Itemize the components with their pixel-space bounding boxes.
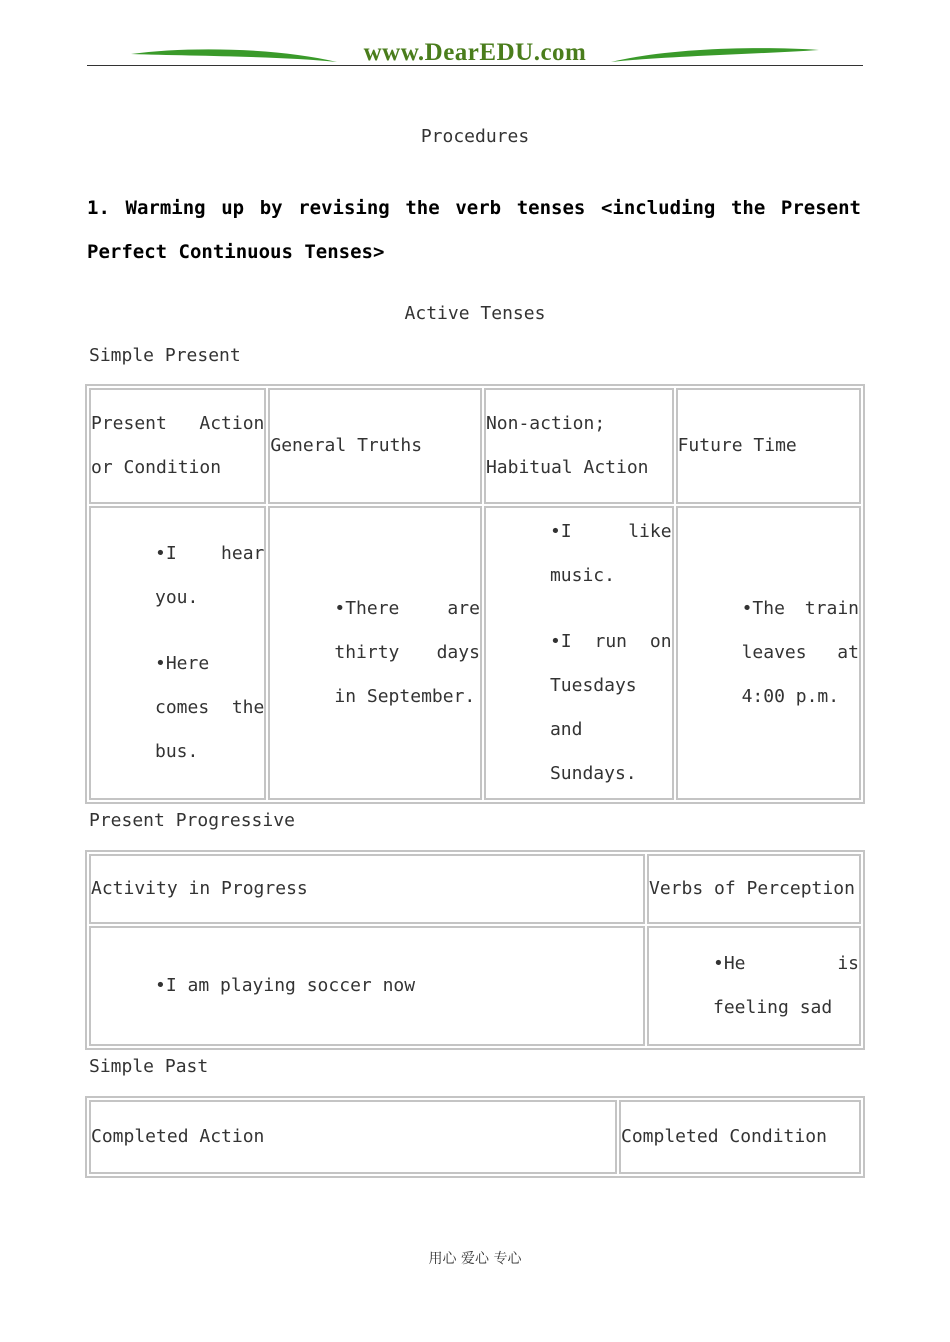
table-header-row xyxy=(89,1100,861,1174)
table-cell xyxy=(647,926,861,1046)
simple-past-label: Simple Past xyxy=(89,1056,209,1077)
simple-present-table xyxy=(85,384,865,804)
example-sentence: •I am playing soccer now xyxy=(155,975,416,996)
simple-past-table xyxy=(85,1096,865,1178)
example-sentence: •I like music. xyxy=(549,521,672,586)
site-logo[interactable]: www.DearEDU.com xyxy=(363,39,587,66)
table-header-row xyxy=(89,854,861,924)
header-divider xyxy=(87,65,863,66)
example-sentence: •I hear you. xyxy=(155,543,265,608)
page-title: Procedures xyxy=(420,126,530,147)
simple-present-label: Simple Present xyxy=(89,345,241,366)
table-cell xyxy=(89,926,645,1046)
table-row xyxy=(89,926,861,1046)
table-header-cell: Verbs of Perception xyxy=(647,854,861,924)
table-cell xyxy=(484,506,674,800)
table-cell xyxy=(268,506,482,800)
table-header-cell: General Truths xyxy=(268,388,482,504)
table-header-cell: Non-action; Habitual Action xyxy=(484,388,674,504)
page-header xyxy=(87,36,863,70)
table-header-cell: Completed Action xyxy=(89,1100,617,1174)
active-tenses-title: Active Tenses xyxy=(404,303,546,324)
section-heading: 1. Warming up by revising the verb tenses <including the Present Perfect Continuous Tenses> xyxy=(87,197,861,263)
example-sentence: •The train leaves at 4:00 p.m. xyxy=(741,598,859,707)
example-sentence: •Here comes the bus. xyxy=(155,653,265,762)
table-header-cell: Completed Condition xyxy=(619,1100,861,1174)
table-header-cell: Present Action or Condition xyxy=(89,388,266,504)
page-footer: 用心 爱心 专心 xyxy=(428,1251,522,1267)
table-row xyxy=(89,506,861,800)
example-sentence: •There are thirty days in September. xyxy=(334,598,480,707)
table-cell xyxy=(89,506,266,800)
example-sentence: •He is feeling sad xyxy=(713,953,859,1018)
present-progressive-label: Present Progressive xyxy=(89,810,295,831)
table-cell xyxy=(676,506,861,800)
example-sentence: •I run on Tuesdays and Sundays. xyxy=(549,631,672,784)
table-header-cell: Activity in Progress xyxy=(89,854,645,924)
present-progressive-table xyxy=(85,850,865,1050)
table-header-cell: Future Time xyxy=(676,388,861,504)
table-header-row xyxy=(89,388,861,504)
